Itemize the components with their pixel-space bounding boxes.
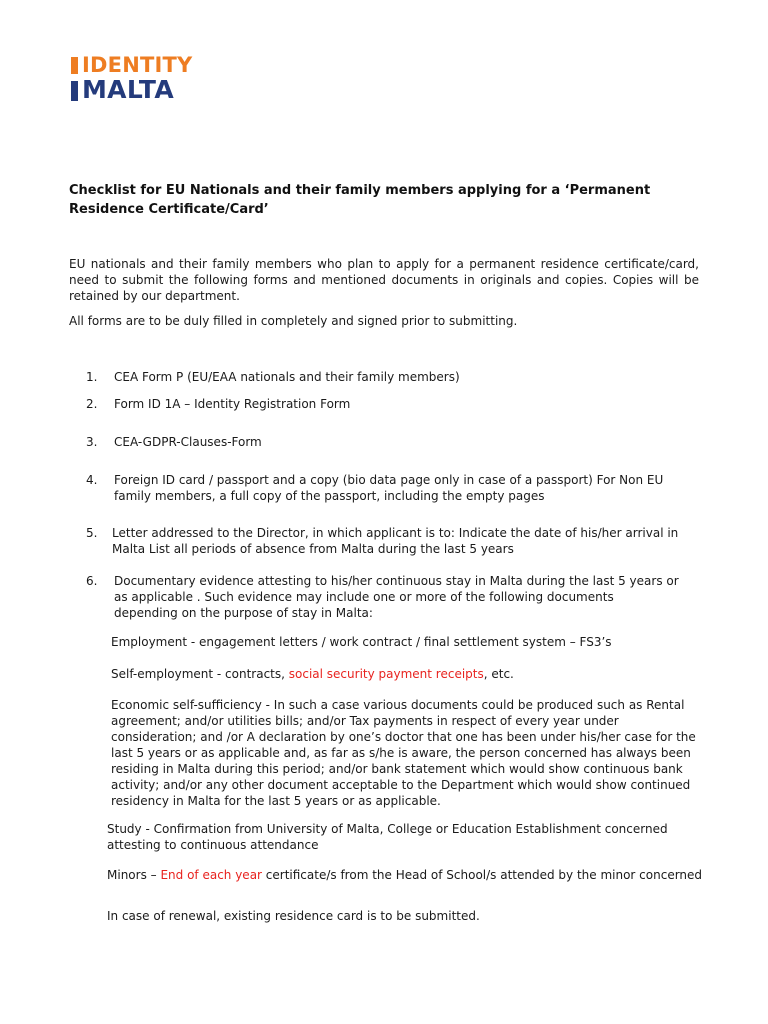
evidence-study: Study - Confirmation from University of Malta, College or Education Establishment concerned attesting to continuous attendance: [107, 822, 668, 852]
item-number: 4.: [86, 473, 98, 487]
highlighted-text: End of each year: [160, 868, 262, 882]
item-number: 6.: [86, 574, 98, 588]
item-text: Letter addressed to the Director, in which applicant is to: Indicate the date of his/her arrival in Malta List all periods of absence from Malta during the last 5 years: [112, 526, 679, 556]
identity-malta-logo: [71, 55, 221, 105]
item-number: 3.: [86, 435, 98, 449]
item-number: 2.: [86, 397, 98, 411]
logo-orange-bar: [71, 57, 78, 74]
logo-text-malta: MALTA: [82, 75, 174, 104]
intro-paragraph: EU nationals and their family members who plan to apply for a permanent residence certificate/card, need to submit the following forms and mentioned documents in originals and copies. Copies will be retained by our department.: [69, 257, 699, 303]
highlighted-text: social security payment receipts: [288, 667, 484, 681]
evidence-minors: Minors – End of each year certificate/s from the Head of School/s attended by the minor concerned: [107, 868, 703, 882]
item-text: Documentary evidence attesting to his/her continuous stay in Malta during the last 5 years or as applicable . Such evidence may include one or more of the following documents depending on the purpose of stay in Malta:: [114, 574, 679, 620]
item-text: CEA-GDPR-Clauses-Form: [114, 435, 262, 449]
evidence-self-employment: Self-employment - contracts, social security payment receipts, etc.: [111, 667, 514, 681]
evidence-economic-self-sufficiency: Economic self-sufficiency - In such a case various documents could be produced such as Rental agreement; and/or utilities bills; and/or Tax payments in respect of every year under consideration; and /or A declaration by one’s doctor that one has been under his/her case for the last 5 years or as applicable and, as far as s/he is aware, the person concerned has always been residing in Malta during this period; and/or bank statement which would show continuous bank activity; and/or any other document acceptable to the Department which would show continued residency in Malta for the last 5 years or as applicable.: [111, 698, 696, 808]
item-text: Form ID 1A – Identity Registration Form: [114, 397, 351, 411]
item-text: CEA Form P (EU/EAA nationals and their family members): [114, 370, 460, 384]
forms-note: All forms are to be duly filled in completely and signed prior to submitting.: [69, 314, 518, 328]
item-number: 5.: [86, 526, 98, 540]
logo-text-identity: IDENTITY: [82, 53, 193, 77]
item-number: 1.: [86, 370, 98, 384]
item-text: Foreign ID card / passport and a copy (bio data page only in case of a passport) For Non EU family members, a full copy of the passport, including the empty pages: [114, 473, 664, 503]
evidence-employment: Employment - engagement letters / work contract / final settlement system – FS3’s: [111, 635, 612, 649]
page-title: Checklist for EU Nationals and their family members applying for a ‘Permanent Residence Certificate/Card’: [69, 183, 651, 217]
renewal-note: In case of renewal, existing residence card is to be submitted.: [107, 909, 480, 923]
logo-navy-bar: [71, 81, 78, 101]
